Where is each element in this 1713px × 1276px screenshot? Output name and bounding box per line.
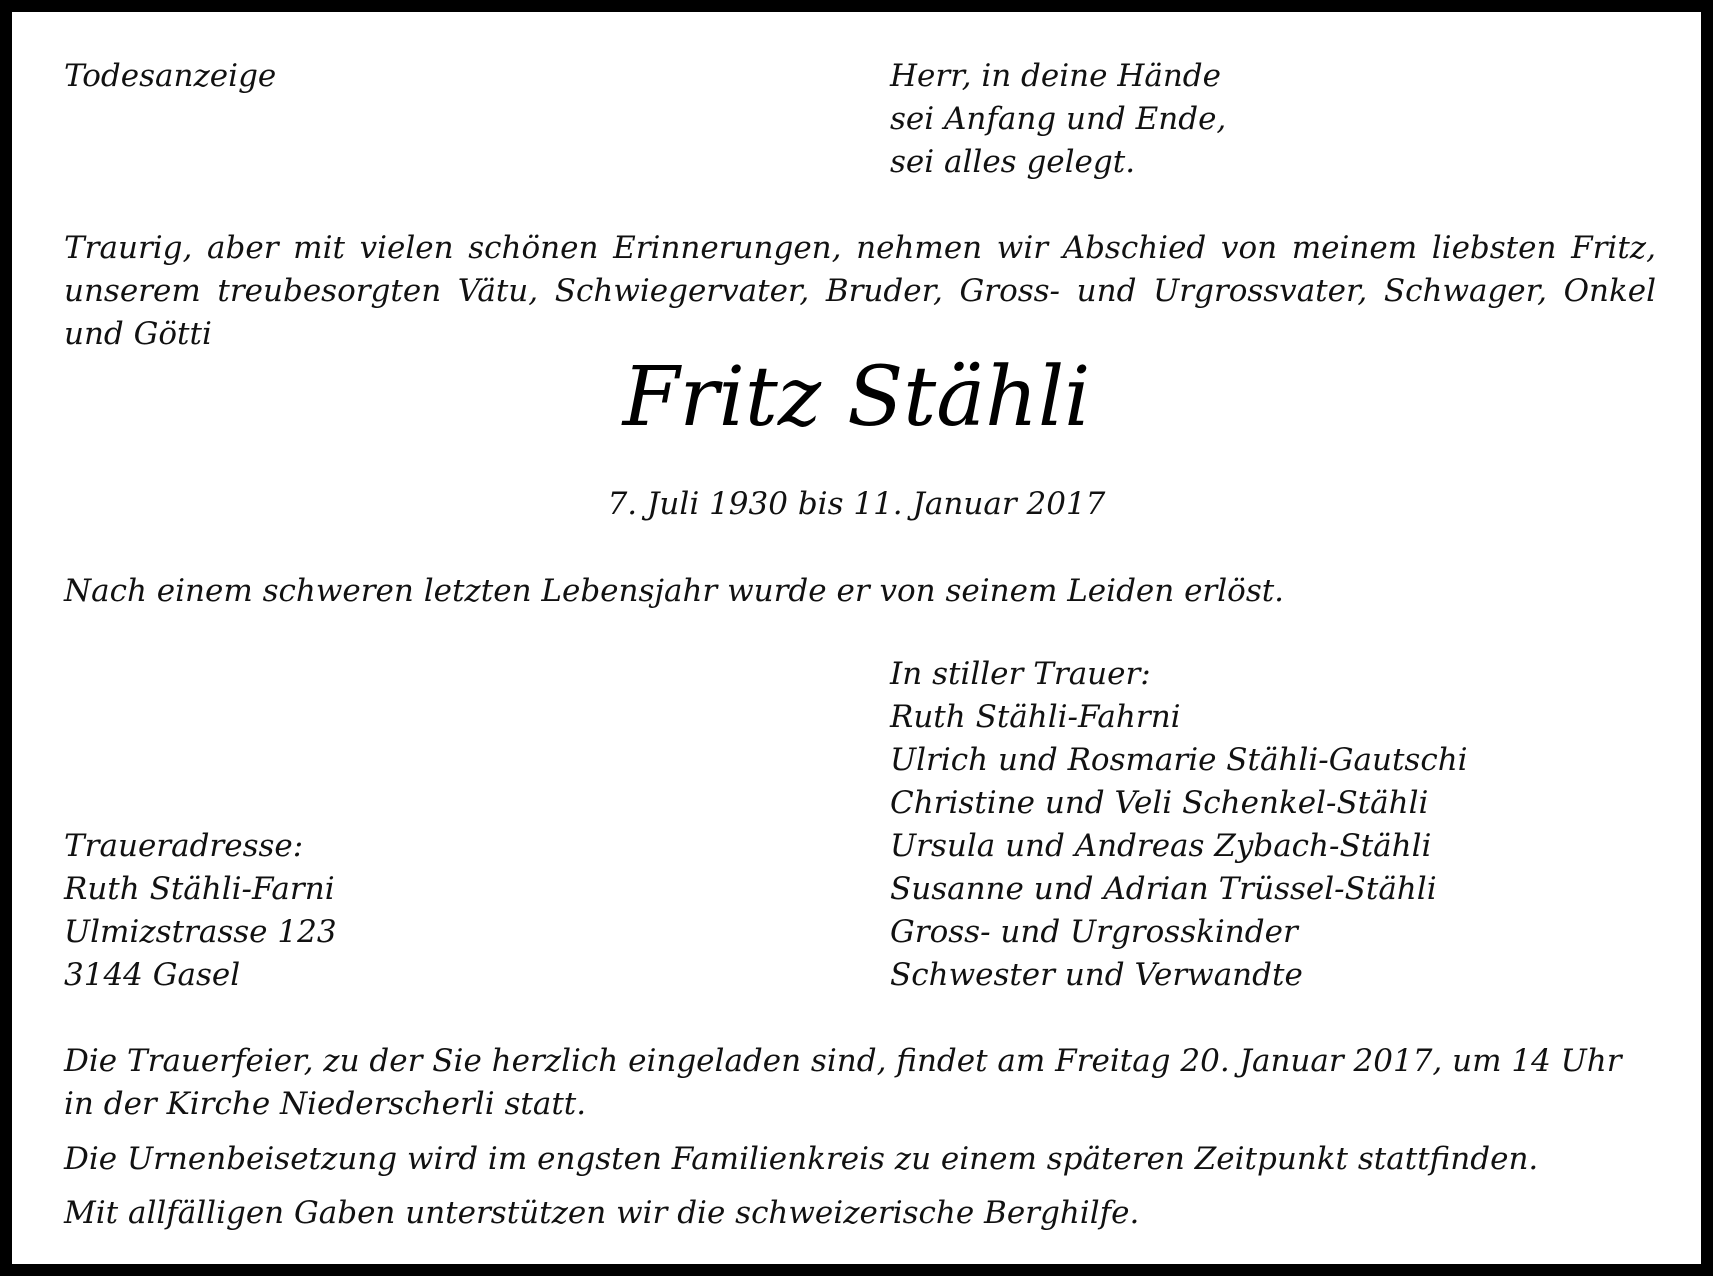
address-line: 3144 Gasel — [64, 957, 241, 993]
deceased-name: Fritz Stähli — [622, 350, 1091, 445]
burial-notice: Die Urnenbeisetzung wird im engsten Familienkreis zu einem späteren Zeitpunkt stattfinden. — [64, 1141, 1539, 1177]
life-dates: 7. Juli 1930 bis 11. Januar 2017 — [607, 486, 1106, 522]
mourners-heading: In stiller Trauer: — [890, 656, 1151, 692]
release-statement: Nach einem schweren letzten Lebensjahr wurde er von seinem Leiden erlöst. — [64, 573, 1285, 609]
address-line: Ulmizstrasse 123 — [64, 914, 337, 950]
mourner-name: Ursula und Andreas Zybach-Stähli — [890, 828, 1432, 864]
funeral-notice: Die Trauerfeier, zu der Sie herzlich eingeladen sind, findet am Freitag 20. Januar 2017, um 14 Uhr in der Kirche Niederscherli statt. — [64, 1043, 1622, 1122]
mourner-name: Ruth Stähli-Fahrni — [890, 699, 1181, 735]
verse-line: sei Anfang und Ende, — [890, 101, 1227, 137]
address-line: Ruth Stähli-Farni — [64, 871, 335, 907]
donation-notice: Mit allfälligen Gaben unterstützen wir die schweizerische Berghilfe. — [64, 1195, 1140, 1231]
mourner-name: Susanne und Adrian Trüssel-Stähli — [890, 871, 1437, 907]
mourning-address — [64, 825, 337, 997]
verse-line: sei alles gelegt. — [890, 144, 1136, 180]
intro-paragraph: Traurig, aber mit vielen schönen Erinnerungen, nehmen wir Abschied von meinem liebsten Fritz, unserem treubesorgten Vätu, Schwiegervater, Bruder, Gross- und Urgrossvater, Schwager, Onkel und Götti — [64, 230, 1656, 352]
bible-verse — [890, 55, 1226, 184]
notice-type-label: Todesanzeige — [64, 58, 277, 94]
mourner-name: Gross- und Urgrosskinder — [890, 914, 1298, 950]
address-heading: Traueradresse: — [64, 828, 304, 864]
mourner-name: Ulrich und Rosmarie Stähli-Gautschi — [890, 742, 1468, 778]
verse-line: Herr, in deine Hände — [890, 58, 1221, 94]
mourner-name: Schwester und Verwandte — [890, 957, 1303, 993]
mourner-name: Christine und Veli Schenkel-Stähli — [890, 785, 1429, 821]
mourners-list — [890, 653, 1468, 997]
